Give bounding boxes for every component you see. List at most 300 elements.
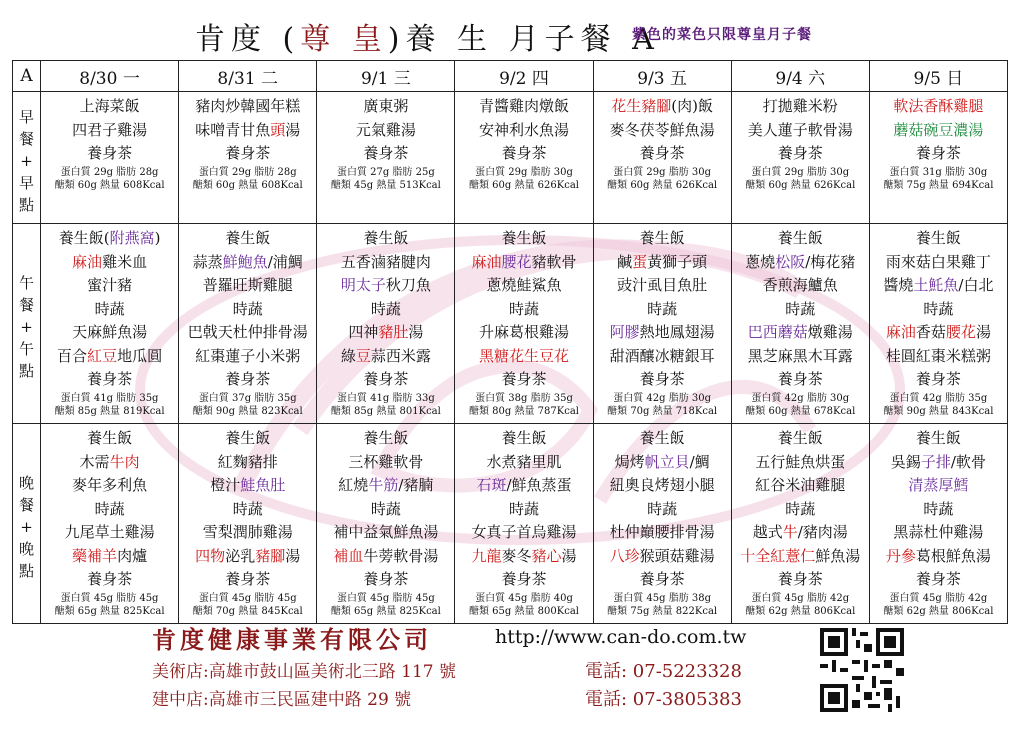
nutrition-info: 醣類 90g 熱量 823Kcal — [192, 405, 303, 417]
dish-line — [317, 227, 454, 251]
nutrition-info: 蛋白質 29g 脂肪 30g — [613, 166, 712, 178]
qr-code-icon[interactable] — [820, 628, 904, 712]
dish-text: 八珍 — [609, 546, 640, 565]
menu-cell — [731, 224, 869, 424]
dish-line — [41, 345, 178, 369]
dish-text: 醬燒 — [883, 276, 914, 294]
dish-text: 時蔬 — [508, 499, 539, 518]
dish-text: 養身茶 — [915, 370, 961, 388]
dish-line — [179, 345, 316, 369]
dish-text: 五行鮭魚烘蛋 — [755, 452, 846, 471]
website-link[interactable]: http://www.can-do.com.tw — [495, 626, 747, 648]
dish-line — [317, 119, 454, 143]
dish-line — [179, 451, 316, 475]
nutrition-info: 蛋白質 45g 脂肪 45g — [198, 592, 297, 604]
dish-line — [455, 227, 592, 251]
dish-text: 時蔬 — [94, 499, 125, 518]
dish-text: 清蒸厚鱈 — [908, 476, 969, 494]
dish-text: 豬心 — [531, 546, 562, 565]
dish-text: 蜜汁豬 — [87, 276, 133, 294]
dish-line — [179, 142, 316, 166]
dish-line — [41, 142, 178, 166]
dish-text: 養身茶 — [915, 144, 961, 162]
corner-label: A — [13, 61, 41, 92]
dish-line — [870, 368, 1007, 392]
dish-line — [179, 474, 316, 498]
dish-text: 養身茶 — [501, 144, 547, 162]
nutrition-info: 醣類 80g 熱量 787Kcal — [469, 405, 579, 417]
dish-text: 湯 — [285, 546, 301, 565]
dish-line — [41, 545, 178, 569]
dish-text: 藥補羊 — [72, 546, 118, 565]
dish-line — [455, 545, 592, 569]
dish-line — [732, 345, 869, 369]
dish-text: 腰花 — [945, 323, 976, 341]
dish-text: 泌乳 — [225, 546, 256, 565]
dish-line — [594, 345, 731, 369]
dish-text: 紐奧良烤翅小腿 — [609, 476, 715, 494]
menu-cell — [179, 224, 317, 424]
dish-line — [317, 545, 454, 569]
dish-text: 養生飯 — [915, 429, 961, 447]
dish-text: 養身茶 — [363, 570, 409, 588]
nutrition-info: 蛋白質 38g 脂肪 35g — [475, 392, 573, 404]
dish-text: 土魠魚 — [913, 276, 959, 294]
dish-text: 湯 — [408, 323, 424, 341]
dish-text: 養生飯 — [501, 429, 547, 447]
dish-line — [317, 142, 454, 166]
dish-text: 養生飯( — [58, 229, 110, 247]
dish-text: 養生飯 — [639, 229, 685, 247]
date-header: 9/1 三 — [317, 61, 455, 92]
dish-text: 阿膠 — [609, 323, 640, 341]
dish-line — [455, 142, 592, 166]
dish-line — [41, 95, 178, 119]
dish-text: 蔥燒鮭鯊魚 — [486, 276, 562, 294]
dish-line — [870, 227, 1007, 251]
dish-text: 養生飯 — [777, 229, 823, 247]
dish-line — [455, 521, 592, 545]
dish-text: 湯 — [561, 546, 577, 565]
dish-text: 百合 — [57, 346, 88, 365]
dish-line — [732, 251, 869, 275]
dish-text: 安神利水魚湯 — [478, 120, 569, 139]
nutrition-info: 蛋白質 41g 脂肪 33g — [336, 392, 435, 404]
dish-line — [455, 95, 592, 119]
nutrition-info: 蛋白質 27g 脂肪 25g — [336, 166, 435, 178]
dish-text: 養生飯 — [501, 229, 547, 247]
dish-text: 五香滷豬腱肉 — [340, 252, 431, 271]
nutrition-info: 蛋白質 37g 脂肪 35g — [198, 392, 297, 404]
nutrition-info: 醣類 85g 熱量 801Kcal — [330, 405, 441, 417]
dish-line — [594, 119, 731, 143]
dish-line — [870, 119, 1007, 143]
dish-text: 桂圓紅棗米糕粥 — [885, 346, 991, 365]
dish-line — [870, 95, 1007, 119]
menu-cell — [869, 424, 1007, 624]
dish-line — [732, 227, 869, 251]
dish-text: 湯 — [975, 323, 991, 341]
menu-cell — [41, 424, 179, 624]
dish-text: 養身茶 — [363, 144, 409, 162]
dish-text: 九龍 — [471, 546, 502, 565]
dish-line — [455, 427, 592, 451]
dish-line — [594, 521, 731, 545]
dish-text: 養生飯 — [225, 429, 271, 447]
dish-line — [732, 498, 869, 522]
dish-text: 養身茶 — [777, 570, 823, 588]
dish-text: 越式 — [752, 523, 783, 541]
dish-text: 秋刀魚 — [385, 276, 431, 294]
nutrition-info: 蛋白質 41g 脂肪 35g — [60, 392, 159, 404]
dish-line — [870, 345, 1007, 369]
dish-text: 松阪 — [775, 252, 806, 271]
nutrition-info: 蛋白質 29g 脂肪 28g — [198, 166, 297, 178]
dish-line — [179, 119, 316, 143]
dish-line — [594, 568, 731, 592]
dish-line — [317, 251, 454, 275]
dish-text: 牛肉 — [109, 452, 140, 471]
meal-label-char: 午 — [18, 273, 34, 292]
dish-line — [732, 521, 869, 545]
dish-line — [732, 545, 869, 569]
meal-label-char: 點 — [18, 361, 34, 380]
dish-line — [179, 321, 316, 345]
nutrition-info: 醣類 75g 熱量 694Kcal — [883, 179, 994, 191]
dish-text: 四神 — [348, 323, 379, 341]
dish-text: 時蔬 — [647, 499, 678, 518]
dish-text: 蘑菇碗豆濃湯 — [893, 120, 984, 139]
dish-line — [594, 142, 731, 166]
dish-line — [732, 568, 869, 592]
meal-row — [13, 92, 1008, 224]
dish-line — [732, 274, 869, 298]
nutrition-info: 醣類 60g 熱量 626Kcal — [607, 179, 718, 191]
menu-cell — [317, 424, 455, 624]
dish-line — [41, 568, 178, 592]
menu-cell — [317, 92, 455, 224]
dish-text: 牛 — [782, 523, 798, 541]
nutrition-info: 醣類 65g 熱量 825Kcal — [54, 605, 165, 617]
dish-text: 麥年多利魚 — [72, 476, 148, 494]
dish-text: 女真子首烏雞湯 — [471, 523, 577, 541]
dish-text: 養身茶 — [777, 144, 823, 162]
dish-text: 養身茶 — [225, 570, 271, 588]
menu-cell — [317, 224, 455, 424]
dish-text: 豬軟骨 — [531, 252, 577, 271]
menu-cell — [593, 424, 731, 624]
dish-line — [870, 545, 1007, 569]
dish-line — [594, 321, 731, 345]
dish-text: /鮮魚蒸蛋 — [506, 476, 572, 494]
dish-line — [317, 451, 454, 475]
dish-text: 養身茶 — [87, 570, 133, 588]
dish-line — [870, 498, 1007, 522]
dish-line — [594, 251, 731, 275]
dish-text: 養身茶 — [501, 570, 547, 588]
dish-line — [594, 368, 731, 392]
dish-line — [732, 427, 869, 451]
dish-line — [732, 298, 869, 322]
dish-text: 紅麴豬排 — [217, 452, 278, 471]
nutrition-info: 醣類 60g 熱量 678Kcal — [745, 405, 856, 417]
phone-meishu: 電話: 07-5223328 — [585, 661, 742, 682]
dish-line — [317, 274, 454, 298]
dish-line — [41, 119, 178, 143]
dish-line — [179, 227, 316, 251]
dish-line — [594, 227, 731, 251]
menu-cell — [869, 224, 1007, 424]
meal-label-char: 餐 — [18, 295, 34, 314]
dish-text: 麻油 — [72, 252, 103, 271]
date-header: 9/2 四 — [455, 61, 593, 92]
dish-text: 豉汁虱目魚肚 — [617, 276, 708, 294]
dish-text: (肉)飯 — [671, 97, 713, 115]
dish-line — [870, 521, 1007, 545]
nutrition-info: 醣類 85g 熱量 819Kcal — [54, 405, 165, 417]
dish-text: 明太子 — [340, 276, 386, 294]
dish-line — [455, 321, 592, 345]
meal-label-char: 餐 — [18, 495, 34, 514]
dish-text: 普羅旺斯雞腿 — [202, 276, 293, 294]
dish-text: 補血 — [333, 546, 364, 565]
dish-text: 牛筋 — [368, 476, 399, 494]
dish-line — [870, 298, 1007, 322]
title-prefix: 肯度 ( — [195, 22, 301, 57]
dish-text: 吳錫 — [890, 452, 921, 471]
dish-text: 養生飯 — [225, 229, 271, 247]
dish-text: 時蔬 — [647, 299, 678, 318]
dish-line — [179, 251, 316, 275]
dish-text: 養身茶 — [639, 144, 685, 162]
dish-text: 鹹 — [617, 252, 633, 271]
dish-line — [317, 345, 454, 369]
dish-text: 黃獅子頭 — [647, 252, 708, 271]
dish-text: 橙汁 — [210, 476, 241, 494]
title-suffix: )養 生 月子餐 A — [387, 22, 660, 57]
dish-text: 紅豆 — [87, 346, 118, 365]
dish-text: /梅花豬 — [805, 252, 856, 271]
phone-jianzhong: 電話: 07-3805383 — [585, 689, 742, 710]
dish-text: 鮭魚肚 — [240, 476, 286, 494]
dish-text: 蒜西米露 — [370, 346, 431, 365]
dish-line — [732, 451, 869, 475]
dish-text: /豬肉湯 — [797, 523, 848, 541]
menu-table — [12, 60, 1008, 624]
dish-text: 鮮鮑魚 — [222, 252, 268, 271]
dish-text: 時蔬 — [370, 299, 401, 318]
date-header: 9/5 日 — [869, 61, 1007, 92]
dish-text: 養身茶 — [363, 370, 409, 388]
company-name: 肯度健康事業有限公司 — [152, 625, 432, 654]
dish-line — [594, 474, 731, 498]
menu-cell — [455, 92, 593, 224]
dish-text: 時蔬 — [923, 299, 954, 318]
dish-text: 青醬雞肉燉飯 — [478, 97, 569, 115]
dish-line — [732, 142, 869, 166]
meal-label-char: 餐 — [18, 129, 34, 148]
dish-text: 香菇 — [915, 323, 946, 341]
dish-text: 雨來菇白果雞丁 — [885, 252, 991, 271]
dish-line — [41, 298, 178, 322]
dish-line — [41, 227, 178, 251]
nutrition-info: 醣類 65g 熱量 825Kcal — [330, 605, 441, 617]
dish-text: 蔥燒 — [745, 252, 776, 271]
dish-text: 雞米血 — [102, 252, 148, 271]
dish-text: 養身茶 — [225, 144, 271, 162]
menu-cell — [41, 224, 179, 424]
dish-text: 養身茶 — [225, 370, 271, 388]
dish-text: 養生飯 — [915, 229, 961, 247]
dish-text: 養身茶 — [777, 370, 823, 388]
dish-line — [41, 498, 178, 522]
nutrition-info: 醣類 60g 熱量 626Kcal — [745, 179, 856, 191]
dish-text: 蒜蒸 — [192, 252, 223, 271]
meal-label-char: + — [20, 151, 33, 170]
nutrition-info: 醣類 62g 熱量 806Kcal — [745, 605, 856, 617]
dish-line — [455, 568, 592, 592]
dish-line — [317, 321, 454, 345]
nutrition-info: 蛋白質 31g 脂肪 30g — [889, 166, 988, 178]
dish-text: 麥冬 — [501, 546, 532, 565]
menu-cell — [593, 224, 731, 424]
dish-line — [594, 545, 731, 569]
dish-text: 帆立貝 — [644, 452, 690, 471]
dish-line — [179, 545, 316, 569]
meal-label-char: 早 — [18, 173, 34, 192]
nutrition-info: 蛋白質 42g 脂肪 30g — [613, 392, 712, 404]
dish-line — [317, 498, 454, 522]
dish-text: 時蔬 — [232, 299, 263, 318]
date-header: 8/30 一 — [41, 61, 179, 92]
dish-line — [317, 95, 454, 119]
dish-line — [41, 521, 178, 545]
dish-line — [179, 568, 316, 592]
dish-text: 時蔬 — [785, 299, 816, 318]
dish-line — [179, 498, 316, 522]
dish-text: 巴西蘑菇 — [747, 323, 808, 341]
dish-text: 養生飯 — [363, 429, 409, 447]
meal-label-char: 午 — [18, 339, 34, 358]
dish-text: 木需 — [79, 452, 110, 471]
menu-cell — [593, 92, 731, 224]
dish-line — [732, 95, 869, 119]
dish-line — [317, 474, 454, 498]
dish-text: 補中益氣鮮魚湯 — [333, 523, 439, 541]
dish-line — [455, 274, 592, 298]
menu-cell — [179, 424, 317, 624]
nutrition-info: 蛋白質 45g 脂肪 45g — [336, 592, 435, 604]
dish-text: 養身茶 — [87, 144, 133, 162]
dish-line — [179, 521, 316, 545]
dish-line — [41, 368, 178, 392]
meal-row — [13, 224, 1008, 424]
dish-line — [41, 451, 178, 475]
dish-text: 養生飯 — [363, 229, 409, 247]
dish-text: 九尾草土雞湯 — [64, 523, 155, 541]
dish-text: 養生飯 — [777, 429, 823, 447]
meal-label — [13, 224, 41, 424]
nutrition-info: 醣類 70g 熱量 718Kcal — [607, 405, 718, 417]
dish-line — [594, 451, 731, 475]
dish-line — [870, 568, 1007, 592]
dish-line — [732, 321, 869, 345]
dish-line — [179, 274, 316, 298]
nutrition-info: 蛋白質 42g 脂肪 30g — [751, 392, 850, 404]
nutrition-info: 蛋白質 42g 脂肪 35g — [889, 392, 988, 404]
nutrition-info: 蛋白質 45g 脂肪 45g — [60, 592, 159, 604]
dish-text: 美人蓮子軟骨湯 — [747, 120, 853, 139]
nutrition-info: 醣類 90g 熱量 843Kcal — [883, 405, 994, 417]
dish-text: 四君子雞湯 — [72, 120, 148, 139]
dish-text: 十全紅薏仁 — [740, 546, 816, 565]
dish-line — [41, 427, 178, 451]
meal-label-char: 點 — [18, 195, 34, 214]
meal-label-char: 點 — [18, 561, 34, 580]
nutrition-info: 醣類 60g 熱量 608Kcal — [54, 179, 165, 191]
dish-text: 麻油 — [471, 252, 502, 271]
dish-text: /豬腩 — [398, 476, 434, 494]
dish-line — [41, 274, 178, 298]
dish-line — [870, 251, 1007, 275]
dish-line — [594, 298, 731, 322]
date-header: 9/4 六 — [731, 61, 869, 92]
dish-text: 豬肉炒韓國年糕 — [195, 97, 301, 115]
meal-label — [13, 424, 41, 624]
dish-line — [732, 474, 869, 498]
dish-text: ) — [154, 229, 161, 247]
dish-line — [594, 498, 731, 522]
meal-label-char: 早 — [18, 107, 34, 126]
menu-cell — [731, 424, 869, 624]
dish-text: 時蔬 — [94, 299, 125, 318]
nutrition-info: 蛋白質 29g 脂肪 28g — [60, 166, 159, 178]
dish-text: 杜仲巔腰排骨湯 — [609, 523, 715, 541]
dish-text: 腰花 — [501, 252, 532, 271]
dish-line — [455, 498, 592, 522]
dish-text: 豆 — [355, 346, 371, 365]
dish-text: 附燕窩 — [109, 229, 155, 247]
dish-text: 養生飯 — [639, 429, 685, 447]
dish-text: 黑糖花生豆花 — [478, 346, 569, 365]
date-header: 8/31 二 — [179, 61, 317, 92]
dish-text: 紅燒 — [338, 476, 369, 494]
dish-line — [317, 521, 454, 545]
dish-text: 養身茶 — [915, 570, 961, 588]
address-meishu: 美術店:高雄市鼓山區美術北三路 117 號 — [152, 662, 456, 682]
dish-text: 養身茶 — [639, 370, 685, 388]
dish-text: 丹參 — [885, 546, 916, 565]
dish-line — [732, 368, 869, 392]
dish-line — [594, 427, 731, 451]
address-jianzhong: 建中店:高雄市三民區建中路 29 號 — [152, 690, 412, 710]
dish-text: 打拋雞米粉 — [762, 97, 838, 115]
dish-text: 麥冬茯苓鮮魚湯 — [609, 120, 715, 139]
dish-text: 時蔬 — [232, 499, 263, 518]
dish-text: 雪梨潤肺雞湯 — [202, 523, 293, 541]
dish-line — [870, 451, 1007, 475]
dish-text: 熱地鳳翅湯 — [639, 323, 715, 341]
dish-line — [179, 95, 316, 119]
dish-line — [455, 119, 592, 143]
dish-text: 時蔬 — [923, 499, 954, 518]
dish-text: 養身茶 — [501, 370, 547, 388]
dish-line — [732, 119, 869, 143]
dish-line — [455, 345, 592, 369]
nutrition-info: 醣類 62g 熱量 806Kcal — [883, 605, 994, 617]
dish-text: 養身茶 — [639, 570, 685, 588]
nutrition-info: 蛋白質 45g 脂肪 42g — [889, 592, 988, 604]
